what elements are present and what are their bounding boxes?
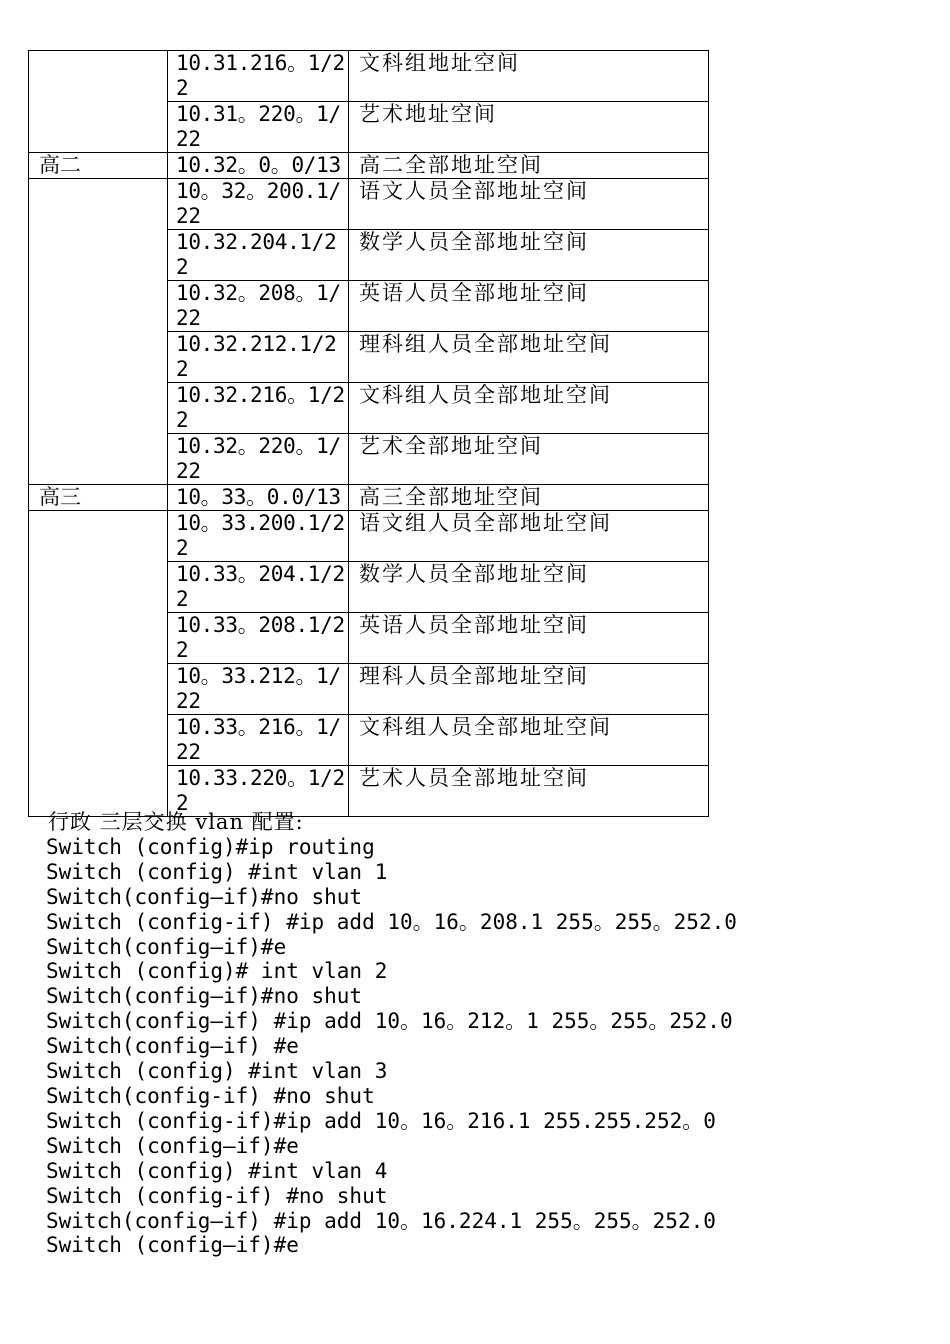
config-line: Switch(config—if)#no shut [46, 884, 363, 909]
config-line: Switch(config—if) #ip add 10。16.224.1 255。255。252.0 [46, 1208, 716, 1233]
description-cell: 语文人员全部地址空间 [349, 179, 709, 230]
config-line: Switch (config) #int vlan 1 [46, 859, 388, 884]
config-line: Switch (config) #int vlan 4 [46, 1158, 388, 1183]
network-cell: 10.32.212.1/22 [168, 332, 349, 383]
description-cell: 英语人员全部地址空间 [349, 281, 709, 332]
network-cell: 10.32.216。1/22 [168, 383, 349, 434]
network-cell: 10.31。220。1/22 [168, 102, 349, 153]
network-cell: 10。33.212。1/22 [168, 664, 349, 715]
description-cell: 理科组人员全部地址空间 [349, 332, 709, 383]
grade-spacer-cell [29, 511, 168, 817]
grade-label: 高三 [29, 485, 168, 511]
network-cell: 10.32。0。0/13 [168, 153, 349, 179]
network-cell: 10.31.216。1/22 [168, 51, 349, 102]
config-title: 行政 三层交换 vlan 配置: [48, 810, 304, 834]
description-cell: 文科组人员全部地址空间 [349, 715, 709, 766]
description-cell: 数学人员全部地址空间 [349, 230, 709, 281]
network-cell: 10.33。204.1/22 [168, 562, 349, 613]
network-cell: 10。33。0.0/13 [168, 485, 349, 511]
network-cell: 10.32.204.1/22 [168, 230, 349, 281]
network-cell: 10.33。216。1/22 [168, 715, 349, 766]
grade-spacer-cell [29, 179, 168, 485]
network-cell: 10.33。208.1/22 [168, 613, 349, 664]
table-row [29, 511, 709, 562]
config-line: Switch(config—if) #ip add 10。16。212。1 255。255。252.0 [46, 1009, 733, 1034]
config-lines [46, 835, 737, 1258]
network-cell: 10。33.200.1/22 [168, 511, 349, 562]
table-row [29, 51, 709, 102]
network-cell: 10.33.220。1/22 [168, 766, 349, 817]
config-line: Switch (config) #int vlan 3 [46, 1059, 388, 1084]
description-cell: 语文组人员全部地址空间 [349, 511, 709, 562]
config-line: Switch (config—if)#e [46, 1133, 299, 1158]
network-cell: 10.32。208。1/22 [168, 281, 349, 332]
config-line: Switch(config-if) #no shut [46, 1083, 375, 1108]
config-line: Switch (config)# int vlan 2 [46, 959, 388, 984]
description-cell: 高三全部地址空间 [349, 485, 709, 511]
description-cell: 数学人员全部地址空间 [349, 562, 709, 613]
description-cell: 理科人员全部地址空间 [349, 664, 709, 715]
config-line: Switch(config—if)#e [46, 934, 287, 959]
grade-spacer-cell [29, 51, 168, 153]
table-row [29, 179, 709, 230]
config-line: Switch(config—if)#no shut [46, 984, 363, 1009]
description-cell: 英语人员全部地址空间 [349, 613, 709, 664]
description-cell: 高二全部地址空间 [349, 153, 709, 179]
description-cell: 文科组地址空间 [349, 51, 709, 102]
config-line: Switch (config-if) #ip add 10。16。208.1 255。255。252.0 [46, 909, 737, 934]
config-line: Switch (config-if) #no shut [46, 1183, 388, 1208]
description-cell: 艺术地址空间 [349, 102, 709, 153]
config-line: Switch (config—if)#e [46, 1233, 299, 1258]
description-cell: 艺术全部地址空间 [349, 434, 709, 485]
address-table-body [29, 51, 709, 817]
config-line: Switch (config)#ip routing [46, 834, 375, 859]
switch-config-block [46, 810, 737, 1258]
description-cell: 艺术人员全部地址空间 [349, 766, 709, 817]
description-cell: 文科组人员全部地址空间 [349, 383, 709, 434]
config-line: Switch (config-if)#ip add 10。16。216.1 255.255.252。0 [46, 1108, 716, 1133]
grade-header-row [29, 485, 709, 511]
network-cell: 10.32。220。1/22 [168, 434, 349, 485]
grade-header-row [29, 153, 709, 179]
address-table [28, 50, 709, 817]
config-line: Switch(config—if) #e [46, 1034, 299, 1059]
network-cell: 10。32。200.1/22 [168, 179, 349, 230]
grade-label: 高二 [29, 153, 168, 179]
